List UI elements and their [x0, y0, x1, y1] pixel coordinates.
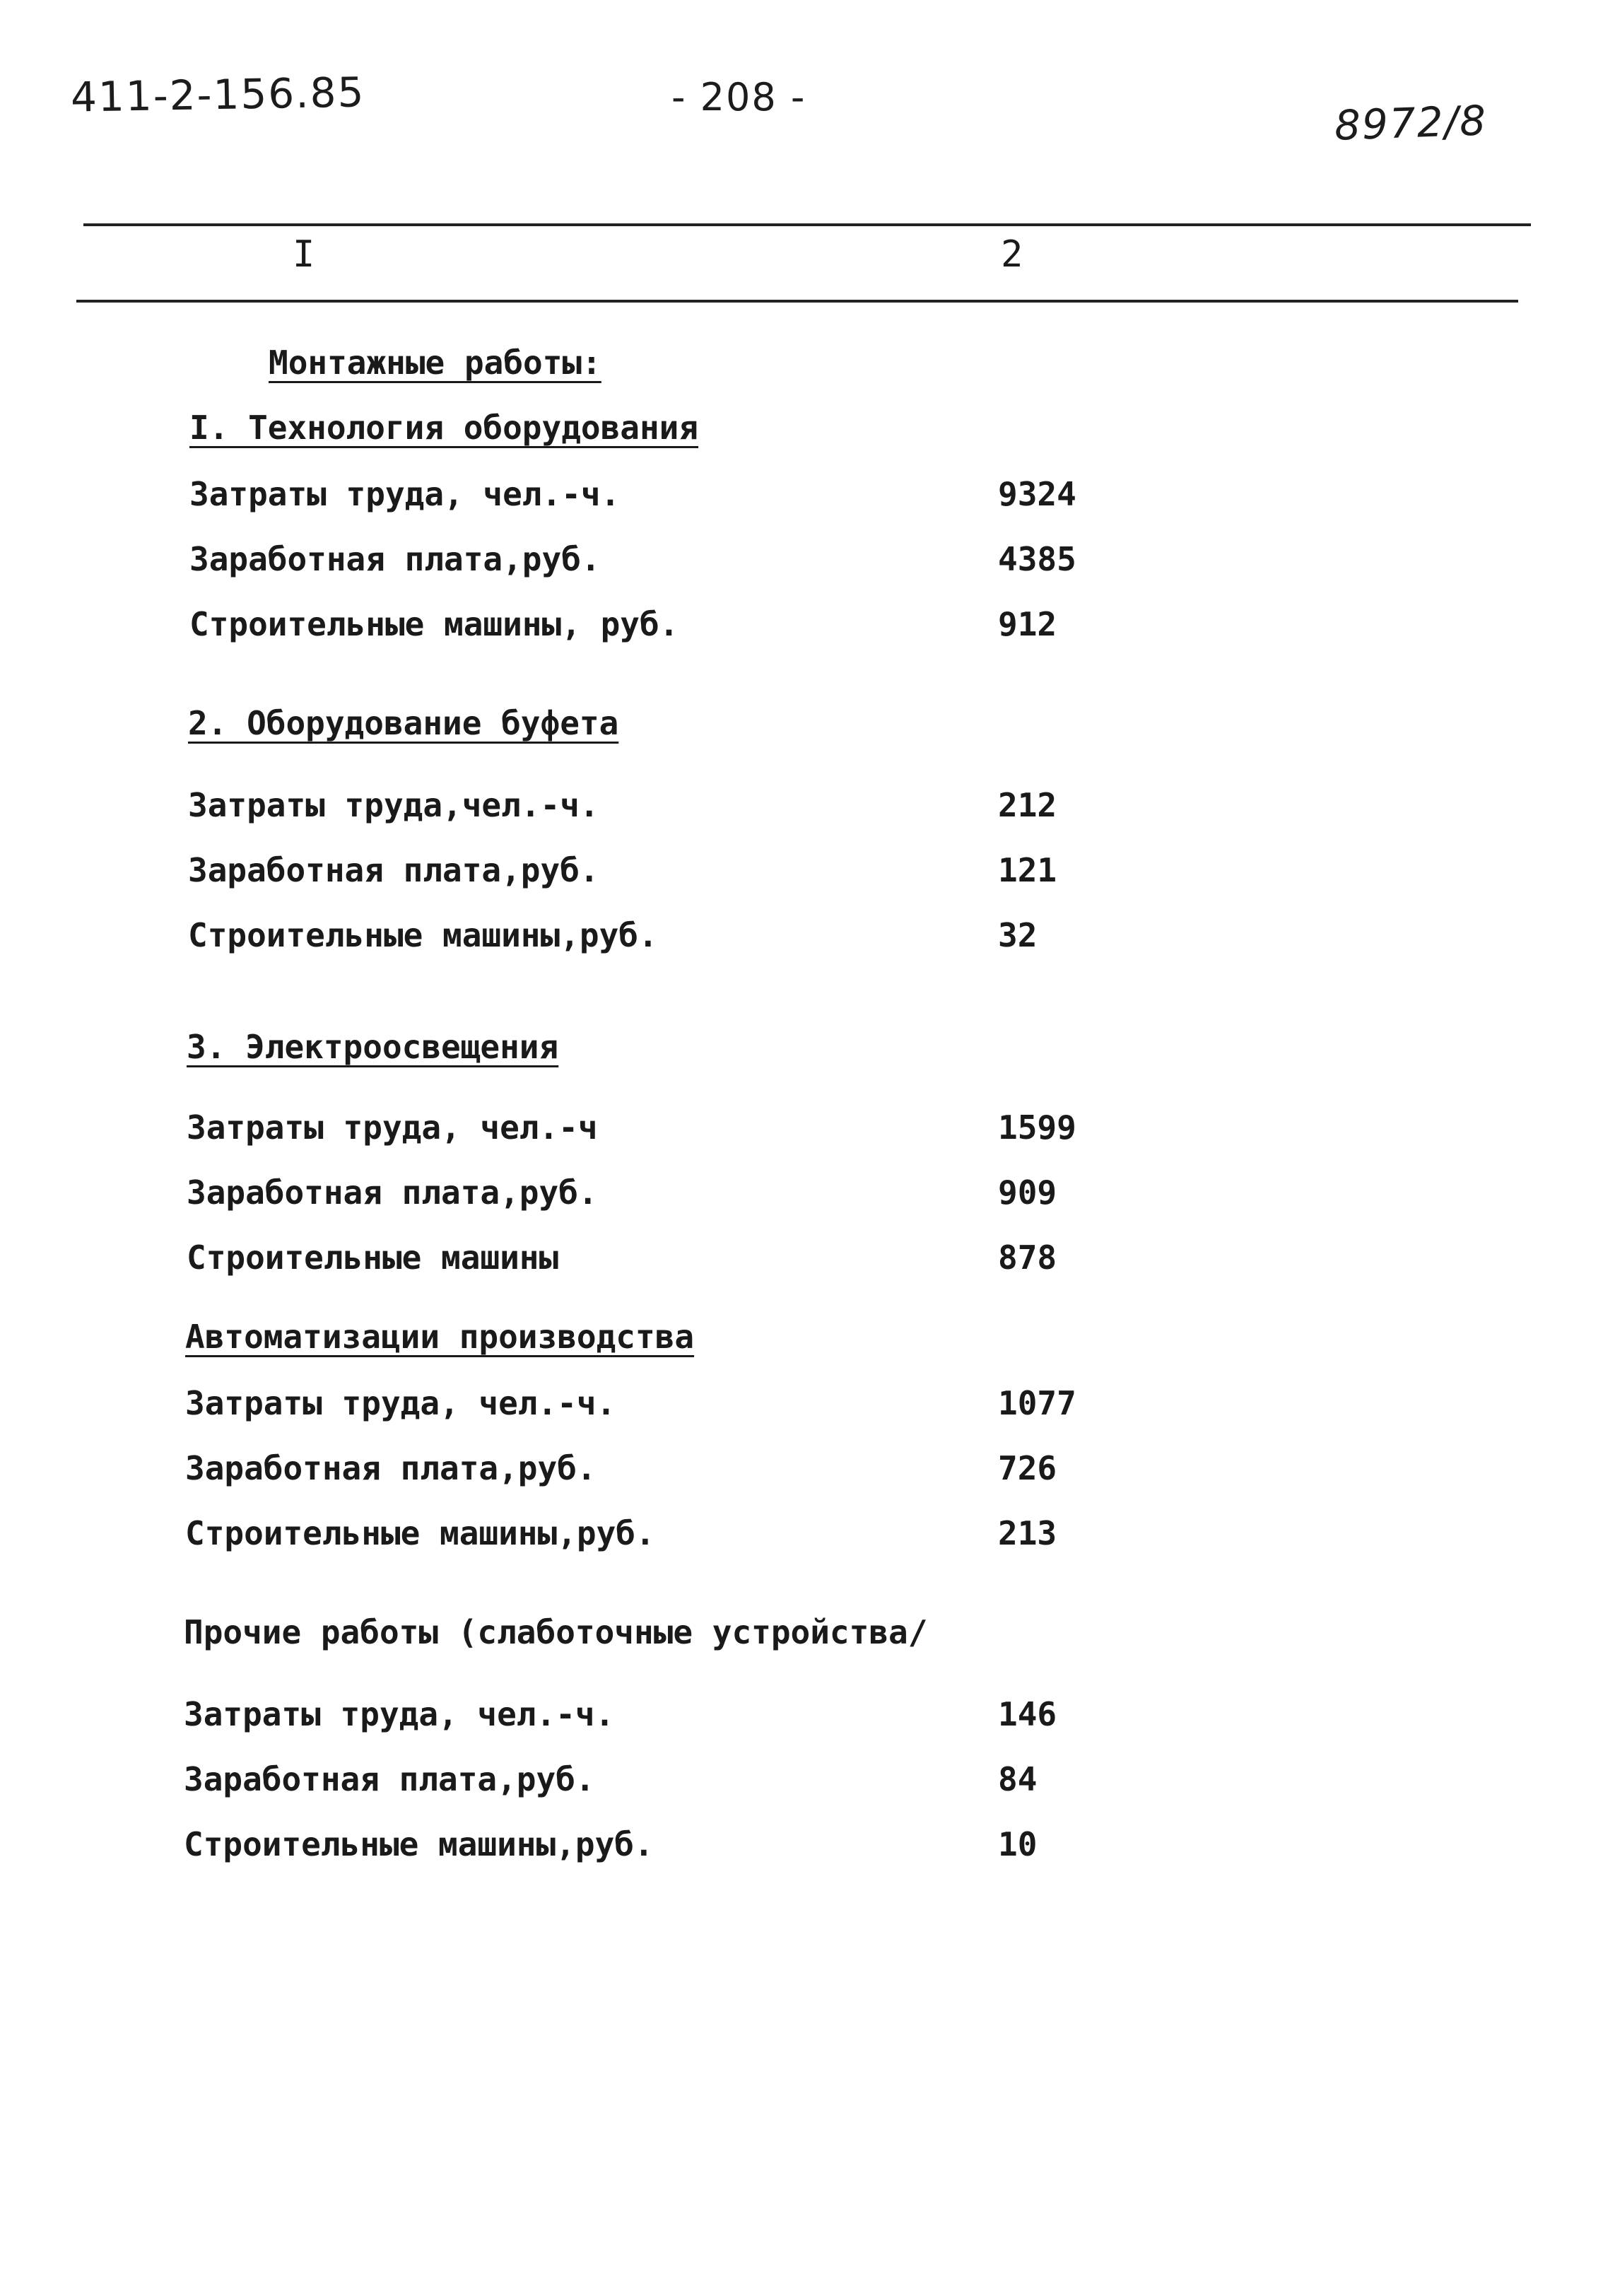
row-label: Заработная плата,руб.	[184, 1760, 595, 1798]
row-label: Затраты труда,чел.-ч.	[188, 786, 599, 824]
section-title-lighting: 3. Электроосвещения	[187, 1028, 559, 1066]
row-value: 146	[998, 1695, 1057, 1733]
row-label: Заработная плата,руб.	[187, 1173, 598, 1212]
row-value: 912	[998, 605, 1057, 643]
row-value: 84	[998, 1760, 1038, 1798]
section-title-other: Прочие работы (слаботочные устройства/	[184, 1613, 928, 1651]
section-title-buffet: 2. Оборудование буфета	[188, 704, 619, 742]
row-value: 726	[998, 1449, 1057, 1487]
sheet-code: 8972/8	[1333, 96, 1488, 150]
row-value: 909	[998, 1173, 1057, 1212]
table-top-rule	[83, 223, 1531, 226]
row-label: Затраты труда, чел.-ч.	[184, 1695, 615, 1733]
column-header-2: 2	[1001, 233, 1023, 276]
row-value: 10	[998, 1825, 1038, 1863]
row-label: Строительные машины,руб.	[188, 916, 658, 954]
row-value: 32	[998, 916, 1038, 954]
row-label: Заработная плата,руб.	[188, 851, 599, 889]
row-label: Затраты труда, чел.-ч	[187, 1108, 598, 1147]
page-number: - 208 -	[671, 75, 806, 119]
row-value: 1599	[998, 1108, 1076, 1147]
row-label: Заработная плата,руб.	[185, 1449, 597, 1487]
row-label: Строительные машины,руб.	[184, 1825, 654, 1863]
row-value: 1077	[998, 1384, 1076, 1422]
table-header-rule	[76, 300, 1518, 303]
row-value: 9324	[998, 475, 1076, 513]
row-value: 121	[998, 851, 1057, 889]
row-label: Заработная плата,руб.	[189, 540, 601, 578]
section-title-technology: I. Технология оборудования	[189, 409, 699, 447]
section-title-montage: Монтажные работы:	[269, 344, 601, 382]
row-label: Затраты труда, чел.-ч.	[185, 1384, 616, 1422]
row-label: Строительные машины	[187, 1238, 559, 1277]
row-value: 213	[998, 1514, 1057, 1552]
column-header-1: I	[293, 233, 315, 276]
row-value: 212	[998, 786, 1057, 824]
row-label: Строительные машины,руб.	[185, 1514, 655, 1552]
section-title-automation: Автоматизации производства	[185, 1318, 695, 1356]
row-label: Затраты труда, чел.-ч.	[189, 475, 621, 513]
row-value: 878	[998, 1238, 1057, 1277]
row-value: 4385	[998, 540, 1076, 578]
row-label: Строительные машины, руб.	[189, 605, 679, 643]
document-code: 411-2-156.85	[70, 68, 365, 122]
